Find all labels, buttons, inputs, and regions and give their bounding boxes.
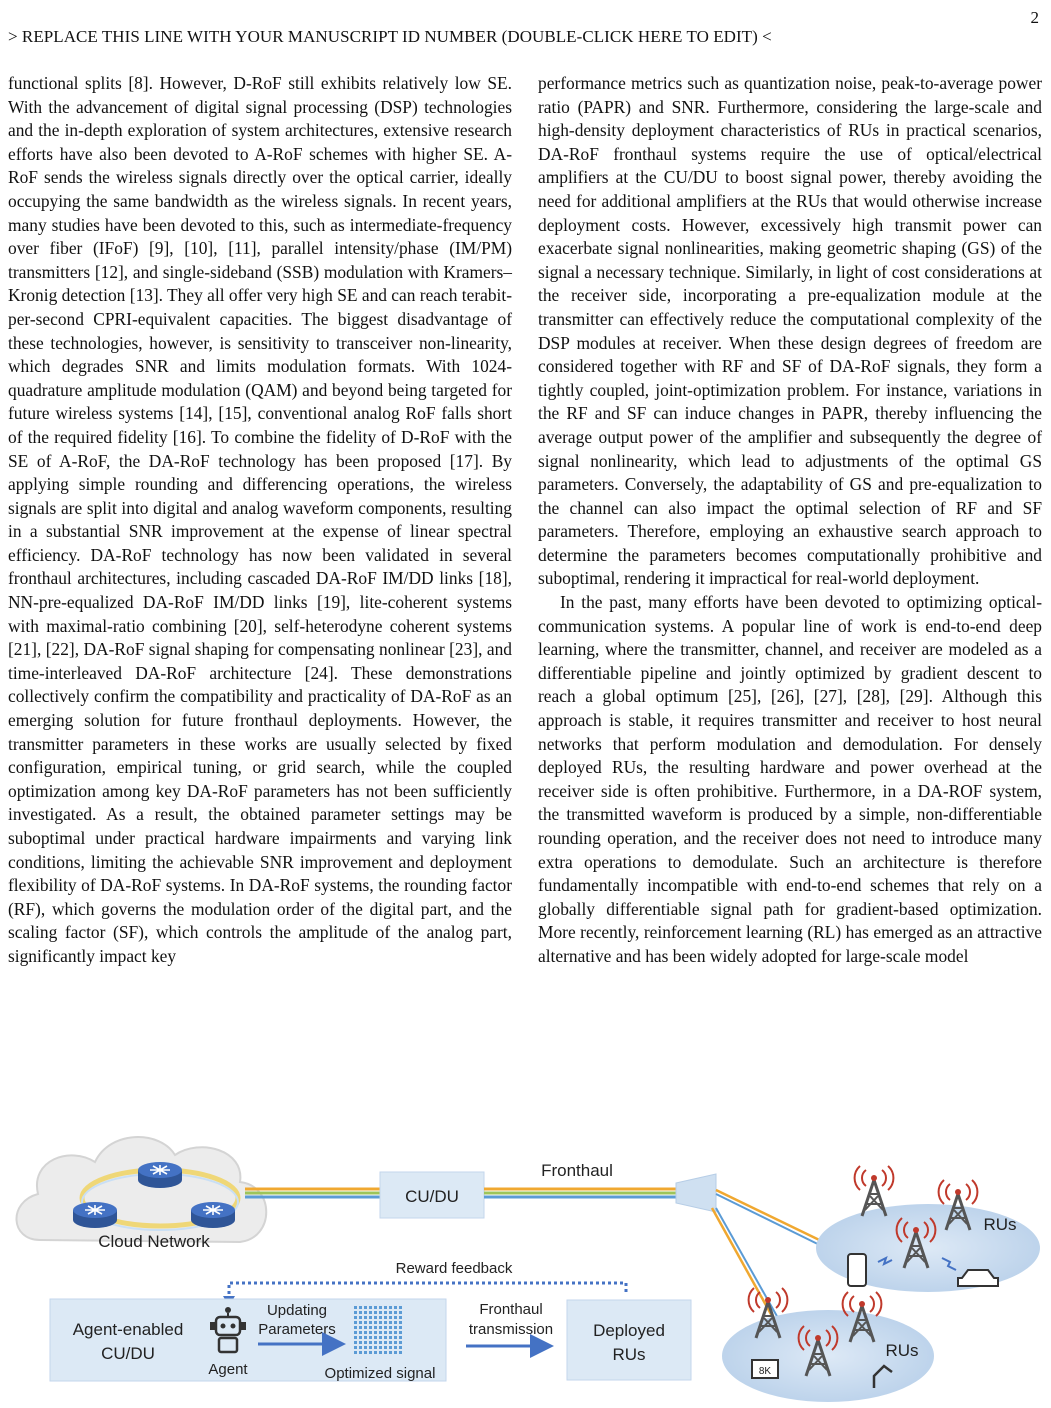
page-number: 2 — [1030, 8, 1039, 27]
system-figure — [0, 1090, 1051, 1408]
rus-cluster-bottom — [722, 1288, 934, 1402]
fronthaul-transmission — [466, 1301, 553, 1346]
transmission-line2: transmission — [468, 1321, 554, 1338]
rus-label-bottom: RUs — [885, 1341, 919, 1360]
running-header: > REPLACE THIS LINE WITH YOUR MANUSCRIPT ID NUMBER (DOUBLE-CLICK HERE TO EDIT) < — [8, 27, 772, 46]
agent-box-line1: Agent-enabled — [72, 1320, 184, 1339]
cloud-label: Cloud Network — [98, 1232, 210, 1251]
rus-cluster-top — [816, 1166, 1040, 1292]
transmission-line1: Fronthaul — [479, 1301, 543, 1318]
phone-icon — [848, 1254, 866, 1286]
left-column — [8, 72, 512, 969]
deployed-line1: Deployed — [593, 1321, 665, 1340]
agent-label: Agent — [208, 1361, 248, 1378]
cudu-box — [380, 1172, 484, 1218]
reward-label: Reward feedback — [395, 1260, 513, 1277]
agent-box-line2: CU/DU — [101, 1344, 155, 1363]
right-paragraph-1: performance metrics such as quantization noise, peak-to-average power ratio (PAPR) and SNR. Furthermore, considering the large-scale and high-density deployment characteristics of RUs in practical scenarios, DA-RoF fronthaul systems require the use of optical/electrical amplifiers at the CU/DU to boost signal power, thereby avoiding the need for additional amplifiers at the RUs that would otherwise increase deployment costs. However, excessively high transmit power can exacerbate signal nonlinearities, making geometric shaping (GS) of the signal a necessary technique. Similarly, in light of cost considerations at the receiver side, incorporating a pre-equalization module at the transmitter can effectively reduce the computational complexity of the DSP modules at receiver. When these design degrees of freedom are considered together with RF and SF of DA-RoF signals, they form a tightly coupled, joint-optimization problem. For instance, variations in the RF and SF can induce changes in PAPR, thereby influencing the average output power of the amplifier and subsequently the degree of signal nonlinearity, which lead to adjustments of the optimal GS parameters. Conversely, the adaptability of GS and pre-equalization to the channel can also impact the optimal selection of RF and SF parameters. Therefore, employing an exhaustive search approach to determine the parameters becomes computationally prohibitive and suboptimal, rendering it impractical for real-world deployment. — [538, 73, 1042, 589]
deployed-line2: RUs — [612, 1345, 646, 1364]
agent-cudu-box — [50, 1299, 446, 1382]
fronthaul-label: Fronthaul — [541, 1161, 613, 1180]
left-paragraph-1: functional splits [8]. However, D-RoF still exhibits relatively low SE. With the advancement of digital signal processing (DSP) technologies and the in-depth exploration of system architectures, extensive research efforts have also been devoted to A-RoF schemes with higher SE. A-RoF sends the wireless signals directly over the optical carrier, ideally occupying the same bandwidth as the wireless signals. In recent years, many studies have been devoted to this, such as intermediate-frequency over fiber (IFoF) [9], [10], [11], parallel intensity/phase (IM/PM) transmitters [12], and single-sideband (SSB) modulation with Kramers–Kronig detection [13]. They all offer very high SE and can reach terabit-per-second CPRI-equivalent capacities. The biggest disadvantage of these technologies, however, is sensitivity to transceiver non-linearity, which degrades SNR and limits modulation formats. With 1024-quadrature amplitude modulation (QAM) and beyond being targeted for future wireless systems [14], [15], conventional analog RoF falls short of the required fidelity [16]. To combine the fidelity of D-RoF with the SE of A-RoF, the DA-RoF technology has been proposed [17]. By applying simple rounding and differencing operations, the wireless signals are split into digital and analog waveform components, resulting in a substantial SNR improvement at the expense of linear spectral efficiency. DA-RoF technology has now been validated in several fronthaul architectures, including cascaded DA-RoF IM/DD links [18], NN-pre-equalized DA-RoF IM/DD links [19], lite-coherent systems with maximal-ratio combining [20], self-heterodyne coherent systems [21], [22], DA-RoF signal shaping for compensating nonlinear [23], and time-interleaved DA-RoF architecture [24]. These demonstrations collectively confirm the compatibility and practicality of DA-RoF as an emerging solution for future fronthaul deployments. However, the transmitter parameters in these works are usually selected by fixed configuration, empirical tuning, or grid search, while the coupled optimization among key DA-RoF parameters has not been sufficiently investigated. As a result, the obtained parameter settings may be suboptimal under practical hardware impairments and varying link conditions, limiting the achievable SNR improvement and deployment flexibility of DA-RoF systems. In DA-RoF systems, the rounding factor (RF), which governs the modulation order of the digital part, and the scaling factor (SF), which controls the amplitude of the analog part, significantly impact key — [8, 73, 512, 966]
rus-label-top: RUs — [983, 1215, 1017, 1234]
screen-label: 8K — [758, 1366, 772, 1377]
updating-line1: Updating — [266, 1302, 328, 1319]
deployed-rus-box — [567, 1300, 691, 1380]
updating-line2: Parameters — [258, 1321, 336, 1338]
fiber-cloud-cudu — [245, 1189, 380, 1197]
right-column — [538, 72, 1042, 969]
cudu-label: CU/DU — [405, 1187, 459, 1206]
right-paragraph-2: In the past, many efforts have been devoted to optimizing optical-communication systems. A popular line of work is end-to-end deep learning, where the transmitter, channel, and receiver are modeled as a differentiable pipeline and jointly optimized by gradient descent to reach a global optimum [25], [26], [27], [28], [29]. Although this approach is stable, it requires transmitter and receiver to host neural networks that perform modulation and demodulation. For densely deployed RUs, the resulting hardware and power overhead at the receiver side is often prohibitive. Furthermore, in a DA-ROF system, the transmitted waveform is produced by a simple, non-differentiable rounding operation, and the receiver does not need to introduce many extra operations to demodulate. Such an architecture is therefore fundamentally incompatible with end-to-end schemes that rely on a globally differentiable signal path for gradient-based optimization. More recently, reinforcement learning (RL) has emerged as an attractive alternative and has been widely adopted for large-scale model — [538, 592, 1042, 966]
cloud-network — [16, 1137, 266, 1251]
optimized-label: Optimized signal — [324, 1365, 436, 1382]
